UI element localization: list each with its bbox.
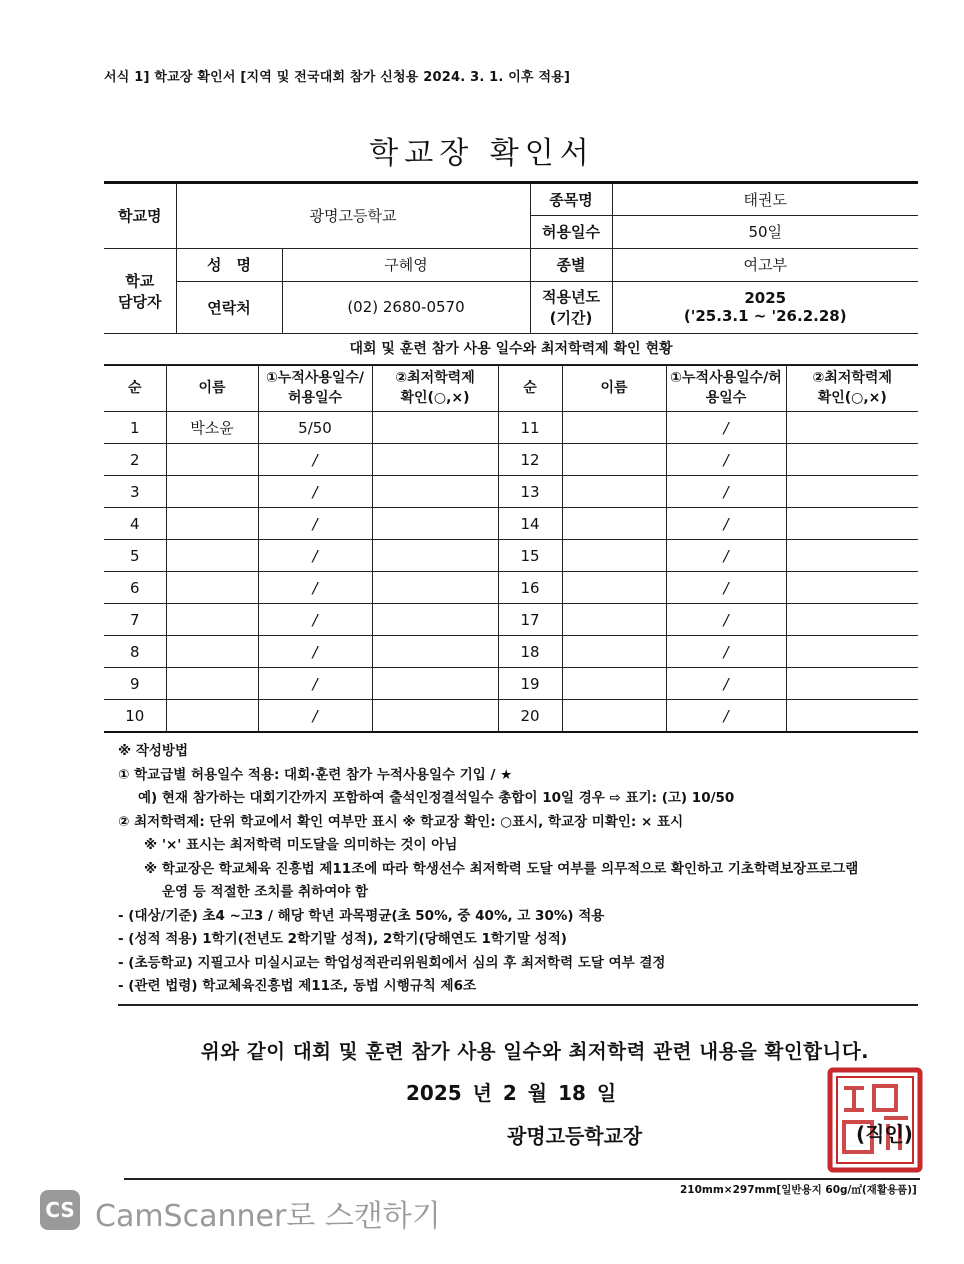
cell-left-no: 5 — [104, 540, 166, 572]
manager-label-line1: 학교 — [125, 271, 155, 290]
cell-right-name — [562, 508, 666, 540]
category-label: 종별 — [530, 248, 612, 281]
cell-left-no: 9 — [104, 668, 166, 700]
cell-left-grade — [372, 508, 498, 540]
cell-right-no: 15 — [498, 540, 562, 572]
note-line: 예) 현재 참가하는 대회기간까지 포함하여 출석인정결석일수 총합이 10일 경우 ⇨ 표기: (고) 10/50 — [138, 790, 735, 806]
mid-rule — [118, 1004, 918, 1006]
cell-right-days: / — [666, 636, 786, 668]
cell-left-name — [166, 508, 258, 540]
note-line: - (초등학교) 지필고사 미실시교는 학업성적관리위원회에서 심의 후 최저학력 도달 여부 결정 — [118, 954, 666, 971]
name-label: 성 명 — [176, 248, 282, 281]
cell-right-grade — [786, 508, 918, 540]
cell-right-grade — [786, 476, 918, 508]
note-line: ※ 학교장은 학교체육 진흥법 제11조에 따라 학생선수 최저학력 도달 여부를 의무적으로 확인하고 기초학력보장프로그램 — [144, 860, 859, 877]
header-days-left — [258, 365, 372, 412]
contact-value: (02) 2680-0570 — [282, 281, 530, 333]
note-line: 운영 등 적절한 조치를 취하여야 함 — [162, 884, 369, 900]
cell-right-no: 13 — [498, 476, 562, 508]
cell-left-grade — [372, 572, 498, 604]
note-line: ※ 작성방법 — [118, 743, 188, 759]
school-value: 광명고등학교 — [176, 184, 530, 248]
category-value: 여고부 — [612, 248, 918, 281]
cell-right-name — [562, 700, 666, 733]
cell-right-grade — [786, 636, 918, 668]
cell-left-name — [166, 636, 258, 668]
allowed-days-value: 50일 — [612, 215, 918, 248]
header-grade-left-l1: ②최저학력제 — [395, 370, 475, 386]
cell-right-name — [562, 444, 666, 476]
cell-left-days: / — [258, 668, 372, 700]
contact-label: 연락처 — [176, 281, 282, 333]
cell-right-no: 12 — [498, 444, 562, 476]
cell-left-days: / — [258, 572, 372, 604]
cell-left-grade — [372, 636, 498, 668]
cell-left-days: / — [258, 476, 372, 508]
table-row — [104, 412, 918, 444]
allowed-days-label: 허용일수 — [530, 215, 612, 248]
table-row — [104, 700, 918, 733]
table-row — [104, 508, 918, 540]
cell-left-name — [166, 444, 258, 476]
cell-left-name — [166, 540, 258, 572]
cell-left-days: / — [258, 444, 372, 476]
seal-label: (직인) — [856, 1122, 913, 1146]
table-row — [104, 604, 918, 636]
table-row — [104, 636, 918, 668]
manager-label — [104, 248, 176, 333]
header-grade-right — [786, 365, 918, 412]
cell-right-grade — [786, 540, 918, 572]
cell-left-name — [166, 476, 258, 508]
cell-right-grade — [786, 444, 918, 476]
note-line: - (대상/기준) 초4 ~고3 / 해당 학년 과목평균(초 50%, 중 40%, 고 30%) 적용 — [118, 907, 605, 924]
cell-left-days: / — [258, 636, 372, 668]
cell-left-name — [166, 604, 258, 636]
cell-right-days: / — [666, 476, 786, 508]
cell-left-days: / — [258, 540, 372, 572]
table-row — [104, 572, 918, 604]
year-value-period: ('25.3.1 ~ '26.2.28) — [683, 307, 847, 325]
cell-left-no: 7 — [104, 604, 166, 636]
cell-right-name — [562, 476, 666, 508]
cell-left-days: / — [258, 604, 372, 636]
status-caption: 대회 및 훈련 참가 사용 일수와 최저학력제 확인 현황 — [104, 333, 918, 366]
cell-left-grade — [372, 604, 498, 636]
year-label-line2: (기간) — [549, 309, 593, 327]
cell-left-no: 3 — [104, 476, 166, 508]
note-line: ② 최저학력제: 단위 학교에서 확인 여부만 표시 ※ 학교장 확인: ○표시, 학교장 미확인: × 표시 — [118, 813, 684, 830]
cell-right-days: / — [666, 572, 786, 604]
status-table — [104, 364, 918, 733]
cell-right-days: / — [666, 444, 786, 476]
cell-left-name — [166, 668, 258, 700]
paper-spec: 210mm×297mm[일반용지 60g/㎡(재활용품)] — [680, 1184, 917, 1196]
cell-left-grade — [372, 476, 498, 508]
header-no-right: 순 — [498, 365, 562, 412]
bottom-rule — [124, 1178, 920, 1180]
cell-left-grade — [372, 668, 498, 700]
camscanner-watermark: CamScanner로 스캔하기 — [95, 1199, 441, 1234]
cell-right-name — [562, 604, 666, 636]
cell-right-grade — [786, 700, 918, 733]
header-name-left: 이름 — [166, 365, 258, 412]
school-label: 학교명 — [104, 184, 176, 248]
cell-right-days: / — [666, 540, 786, 572]
header-days-right — [666, 365, 786, 412]
header-grade-left — [372, 365, 498, 412]
cell-right-days: / — [666, 668, 786, 700]
sport-label: 종목명 — [530, 184, 612, 215]
cell-right-grade — [786, 572, 918, 604]
cell-left-no: 4 — [104, 508, 166, 540]
manager-label-line2: 담당자 — [118, 292, 162, 311]
cell-right-name — [562, 668, 666, 700]
table-row — [104, 668, 918, 700]
table-row — [104, 476, 918, 508]
principal-name: 광명고등학교장 — [507, 1124, 643, 1148]
cell-left-grade — [372, 412, 498, 444]
cell-left-grade — [372, 444, 498, 476]
year-value-year: 2025 — [744, 289, 787, 307]
cell-right-grade — [786, 604, 918, 636]
cell-left-days: / — [258, 508, 372, 540]
year-label-line1: 적용년도 — [542, 288, 600, 306]
cell-right-days: / — [666, 412, 786, 444]
note-line: - (관련 법령) 학교체육진흥법 제11조, 동법 시행규칙 제6조 — [118, 978, 477, 994]
cell-right-no: 19 — [498, 668, 562, 700]
status-body — [104, 412, 918, 733]
cell-right-name — [562, 412, 666, 444]
cell-right-no: 11 — [498, 412, 562, 444]
year-label — [530, 281, 612, 333]
cell-left-no: 10 — [104, 700, 166, 733]
header-grade-right-l1: ②최저학력제 — [812, 370, 892, 386]
cell-left-no: 1 — [104, 412, 166, 444]
table-row — [104, 444, 918, 476]
header-days-right-l2: 용일수 — [705, 390, 747, 406]
cell-left-no: 8 — [104, 636, 166, 668]
cell-left-grade — [372, 540, 498, 572]
sport-value: 태권도 — [612, 184, 918, 215]
cell-right-name — [562, 636, 666, 668]
cell-left-days: / — [258, 700, 372, 733]
header-name-right: 이름 — [562, 365, 666, 412]
header-days-right-l1: ①누적사용일수/허 — [670, 370, 782, 386]
header-grade-left-l2: 확인(○,×) — [400, 390, 470, 406]
name-value: 구혜영 — [282, 248, 530, 281]
cell-right-grade — [786, 412, 918, 444]
cell-right-name — [562, 572, 666, 604]
info-table — [104, 184, 918, 334]
cell-left-no: 6 — [104, 572, 166, 604]
cell-right-no: 16 — [498, 572, 562, 604]
cell-left-name: 박소윤 — [166, 412, 258, 444]
cell-left-no: 2 — [104, 444, 166, 476]
cell-right-grade — [786, 668, 918, 700]
table-row — [104, 540, 918, 572]
date-line: 2025 년 2 월 18 일 — [406, 1081, 617, 1105]
cell-right-no: 18 — [498, 636, 562, 668]
header-no-left: 순 — [104, 365, 166, 412]
cell-right-name — [562, 540, 666, 572]
writing-notes — [118, 740, 928, 999]
cell-left-grade — [372, 700, 498, 733]
year-value — [612, 281, 918, 333]
cell-left-days: 5/50 — [258, 412, 372, 444]
cell-left-name — [166, 572, 258, 604]
note-line: - (성적 적용) 1학기(전년도 2학기말 성적), 2학기(당해연도 1학기말 성적) — [118, 931, 567, 947]
confirmation-text: 위와 같이 대회 및 훈련 참가 사용 일수와 최저학력 관련 내용을 확인합니다. — [200, 1040, 870, 1063]
cell-right-days: / — [666, 604, 786, 636]
cell-right-no: 17 — [498, 604, 562, 636]
note-line: ① 학교급별 허용일수 적용: 대회·훈련 참가 누적사용일수 기입 / ★ — [118, 766, 513, 783]
camscanner-logo-icon: CS — [40, 1190, 80, 1230]
header-days-left-l1: ①누적사용일수/ — [265, 370, 365, 386]
document-title: 학교장 확인서 — [369, 136, 595, 171]
cell-right-no: 20 — [498, 700, 562, 733]
cell-right-days: / — [666, 700, 786, 733]
form-label: 서식 1] 학교장 확인서 [지역 및 전국대회 참가 신청용 2024. 3. 1. 이후 적용] — [104, 70, 571, 85]
note-line: ※ '×' 표시는 최저학력 미도달을 의미하는 것이 아님 — [144, 837, 458, 853]
cell-right-days: / — [666, 508, 786, 540]
header-grade-right-l2: 확인(○,×) — [817, 390, 887, 406]
cell-right-no: 14 — [498, 508, 562, 540]
header-days-left-l2: 허용일수 — [287, 390, 343, 406]
cell-left-name — [166, 700, 258, 733]
